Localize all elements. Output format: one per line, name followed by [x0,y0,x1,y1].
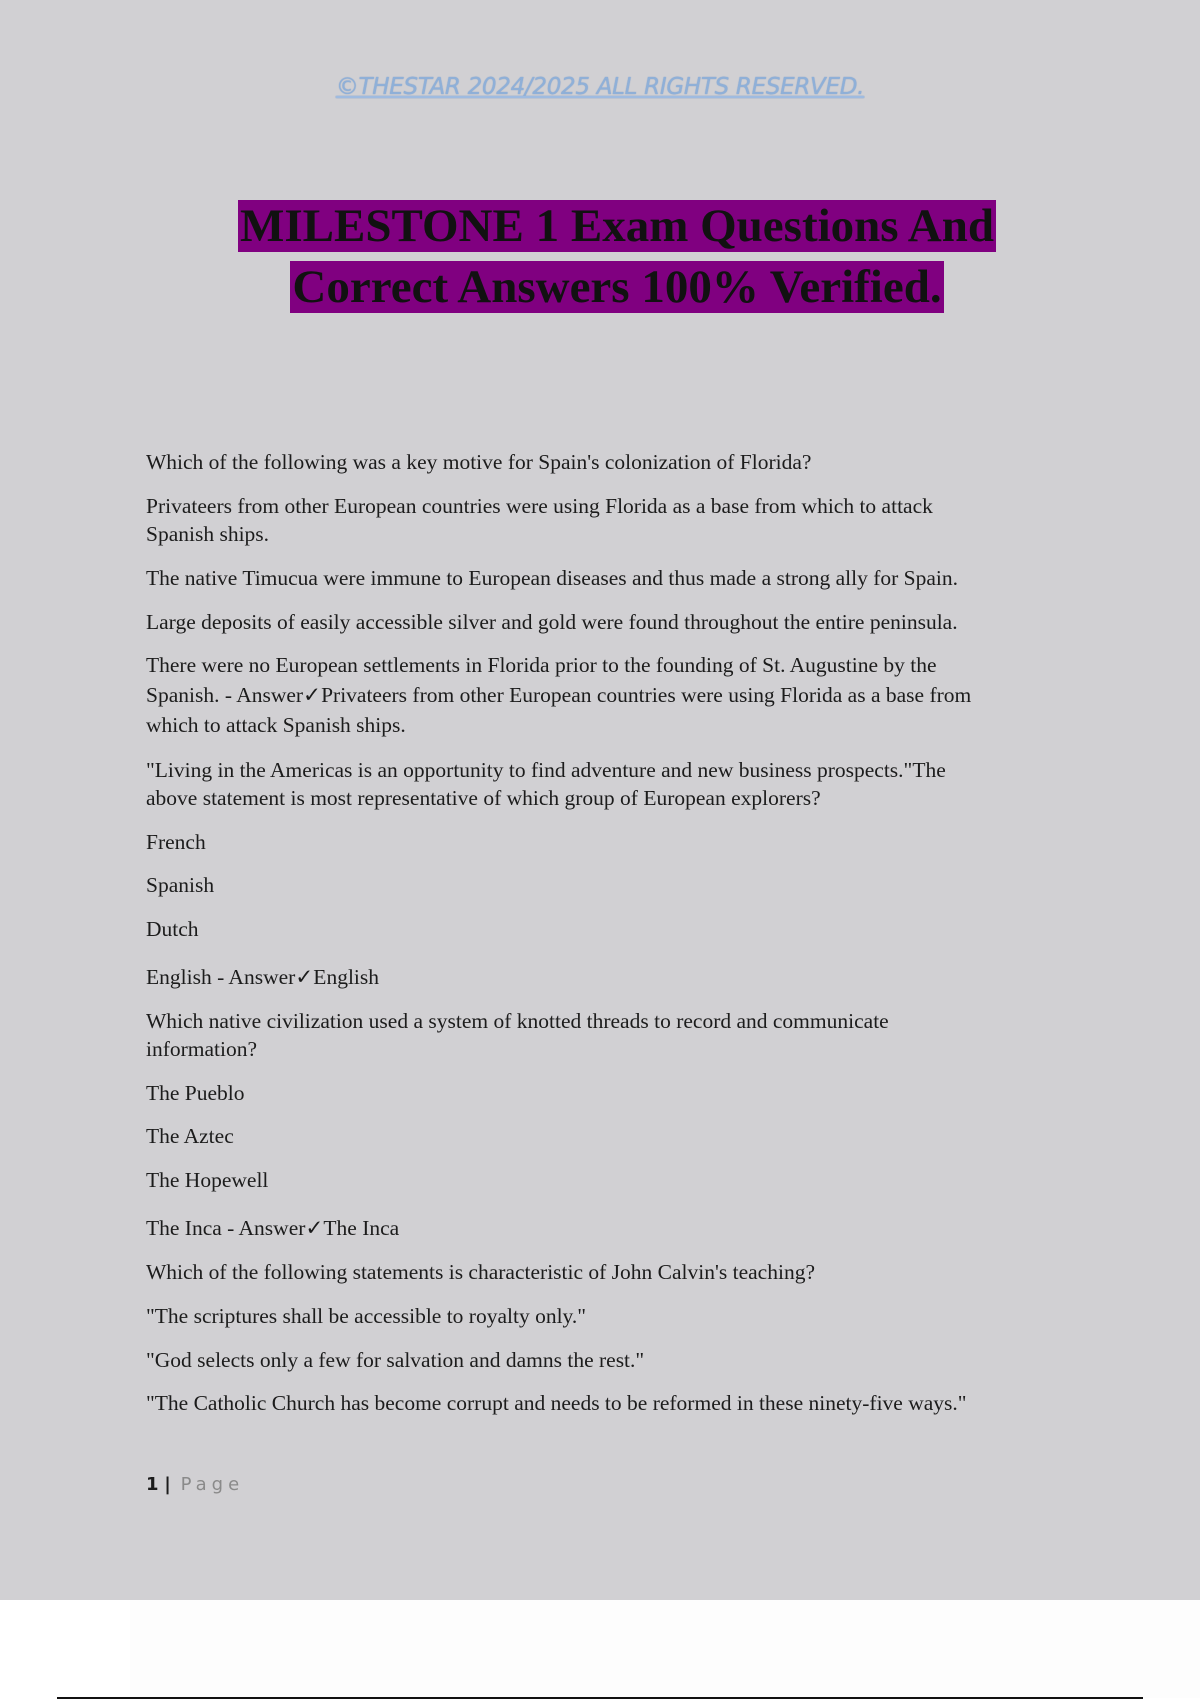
answer-option: The Aztec [146,1124,234,1148]
answer-option: The Hopewell [146,1168,269,1192]
answer-option: Large deposits of easily accessible silver and gold were found throughout the entire peninsula. [146,610,958,634]
answer-option-with-key: There were no European settlements in Florida prior to the founding of St. Augustine by the Spanish. - Answer✓Privateers from other European countries were using Florida as a base from which to attack Spanish ships. [146,653,972,737]
answer-option: "The Catholic Church has become corrupt and needs to be reformed in these ninety-five ways." [146,1391,967,1415]
answer-option: Privateers from other European countries were using Florida as a base from which to attack Spanish ships. [146,494,933,546]
question-list [146,448,1076,1417]
title-line-2: Correct Answers 100% Verified. [292,261,942,313]
page-footer [146,1474,244,1495]
title-line-1: MILESTONE 1 Exam Questions And [240,200,994,252]
answer-option: French [146,830,206,854]
question-text: "Living in the Americas is an opportunity to find adventure and new business prospects."The above statement is most representative of which group of European explorers? [146,758,946,810]
page-number: 1 [146,1474,159,1495]
answer-option: Spanish [146,873,215,897]
answer-option: Dutch [146,917,199,941]
answer-option-with-key: English - Answer✓English [146,965,380,989]
footer-separator: | [164,1474,171,1495]
answer-option: The Pueblo [146,1081,245,1105]
answer-option-with-key: The Inca - Answer✓The Inca [146,1216,400,1240]
answer-option: "God selects only a few for salvation and damns the rest." [146,1348,645,1372]
answer-option: "The scriptures shall be accessible to royalty only." [146,1304,587,1328]
question-text: Which of the following statements is characteristic of John Calvin's teaching? [146,1260,815,1284]
question-text: Which native civilization used a system of knotted threads to record and communicate information? [146,1009,889,1061]
next-page-preview [130,1600,1200,1698]
copyright-watermark: ©THESTAR 2024/2025 ALL RIGHTS RESERVED. [335,74,865,100]
answer-option: The native Timucua were immune to European diseases and thus made a strong ally for Spain. [146,566,959,590]
bottom-rule [57,1697,1143,1699]
document-title [0,196,1200,318]
question-text: Which of the following was a key motive for Spain's colonization of Florida? [146,450,812,474]
page-label: Page [180,1474,245,1495]
